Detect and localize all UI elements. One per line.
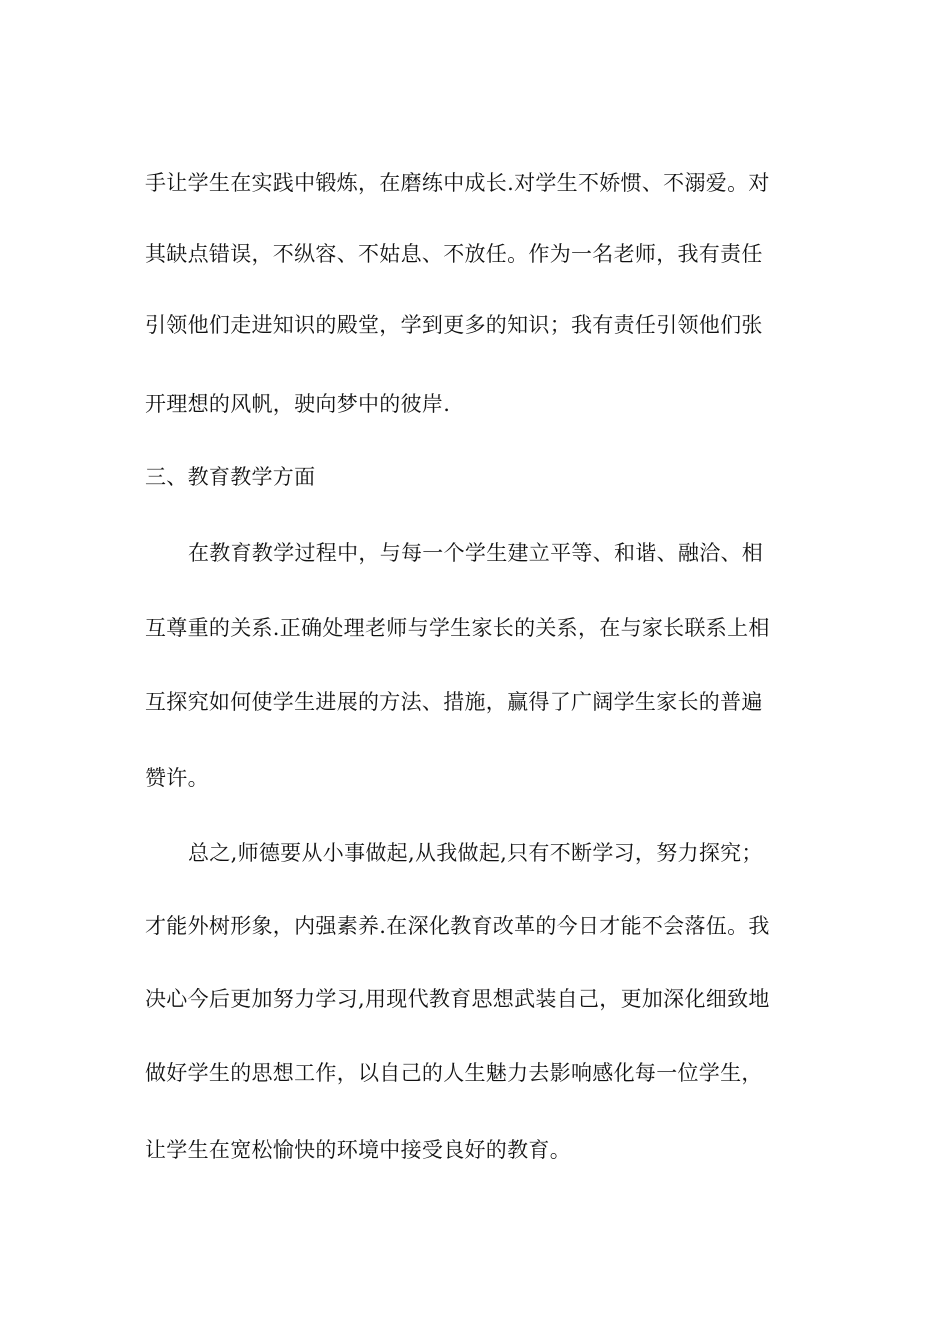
- paragraph-line: 其缺点错误，不纵容、不姑息、不放任。作为一名老师，我有责任: [145, 242, 763, 266]
- section-heading: 三、教育教学方面: [145, 465, 316, 489]
- paragraph-line: 手让学生在实践中锻炼，在磨练中成长.对学生不娇惯、不溺爱。对: [145, 171, 770, 195]
- paragraph-line: 赞许。: [145, 766, 209, 790]
- paragraph-line: 让学生在宽松愉快的环境中接受良好的教育。: [145, 1138, 571, 1162]
- paragraph-line: 在教育教学过程中，与每一个学生建立平等、和谐、融洽、相: [188, 541, 764, 565]
- paragraph-line: 引领他们走进知识的殿堂，学到更多的知识；我有责任引领他们张: [145, 313, 763, 337]
- paragraph-line: 做好学生的思想工作，以自己的人生魅力去影响感化每一位学生，: [145, 1061, 763, 1085]
- paragraph-line: 总之,师德要从小事做起,从我做起,只有不断学习，努力探究；: [188, 841, 763, 865]
- paragraph-line: 开理想的风帆，驶向梦中的彼岸.: [145, 392, 451, 416]
- paragraph-line: 决心今后更加努力学习,用现代教育思想武装自己，更加深化细致地: [145, 987, 770, 1011]
- paragraph-line: 才能外树形象，内强素养.在深化教育改革的今日才能不会落伍。我: [145, 914, 770, 938]
- paragraph-line: 互尊重的关系.正确处理老师与学生家长的关系，在与家长联系上相: [145, 616, 770, 640]
- paragraph-line: 互探究如何使学生进展的方法、措施，赢得了广阔学生家长的普遍: [145, 690, 763, 714]
